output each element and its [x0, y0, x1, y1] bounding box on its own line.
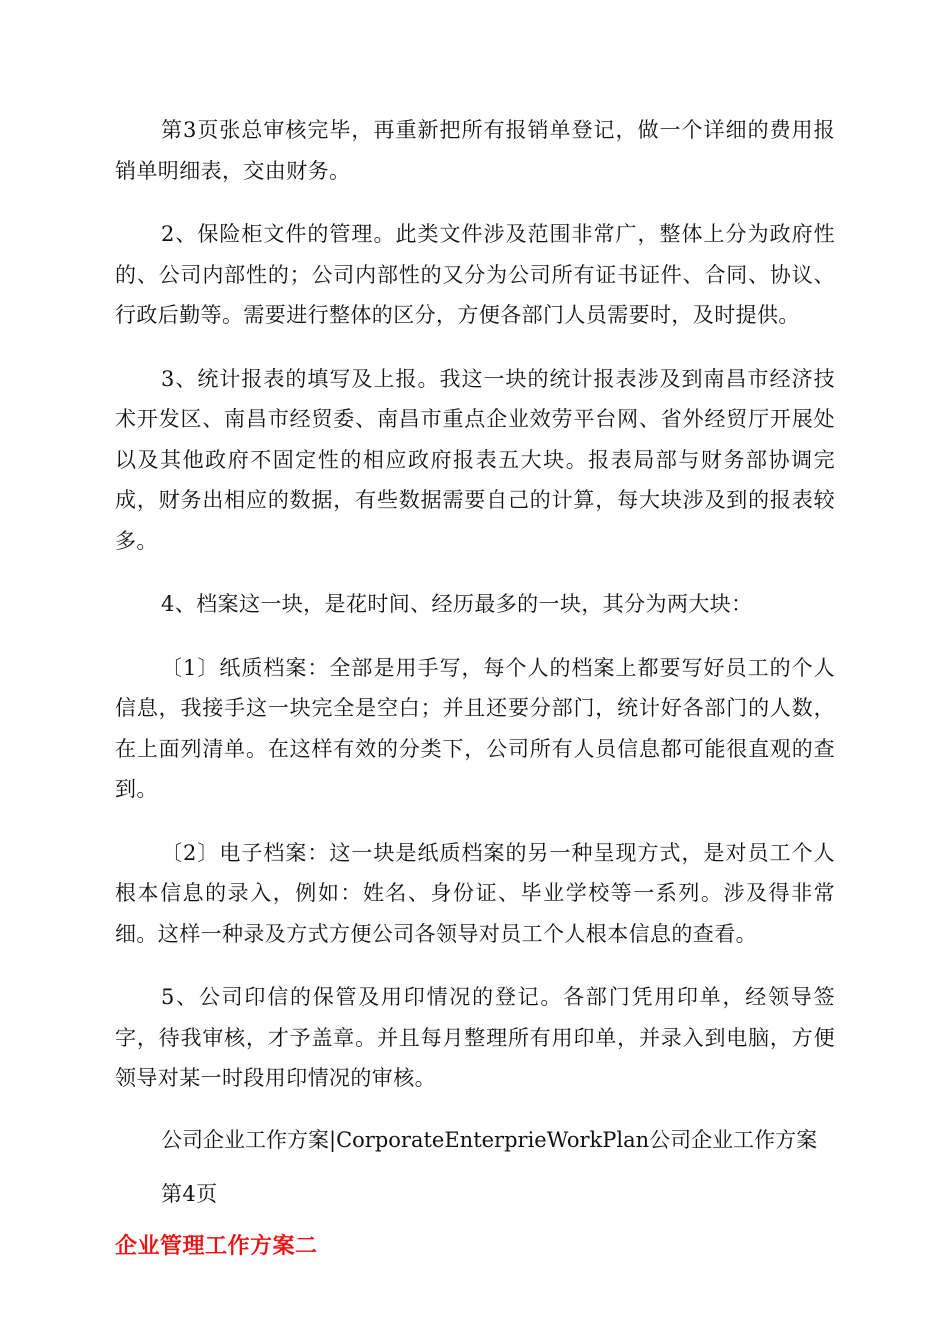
paragraph-safe-files: 2、保险柜文件的管理。此类文件涉及范围非常广，整体上分为政府性的、公司内部性的；公司内部性的又分为公司所有证书证件、合同、协议、行政后勤等。需要进行整体的区分，方便各部门人员需要时，及时提供。: [115, 222, 835, 327]
paragraph-archives-intro: 4、档案这一块，是花时间、经历最多的一块，其分为两大块：: [161, 592, 753, 616]
section-heading: 企业管理工作方案二: [115, 1233, 318, 1259]
page-footer-title: 公司企业工作方案|CorporateEnterprieWorkPlan公司企业工作方案: [161, 1127, 818, 1152]
paragraph-statistical-reports: 3、统计报表的填写及上报。我这一块的统计报表涉及到南昌市经济技术开发区、南昌市经贸委、南昌市重点企业效劳平台网、省外经贸厅开展处以及其他政府不固定性的相应政府报表五大块。报表局部与财务部协调完成，财务出相应的数据，有些数据需要自己的计算，每大块涉及到的报表较多。: [115, 366, 835, 553]
document-body: [115, 110, 835, 1267]
paragraph-expense-summary: 第3页张总审核完毕，再重新把所有报销单登记，做一个详细的费用报销单明细表，交由财务。: [115, 118, 835, 183]
paragraph-seal-management: 5、公司印信的保管及用印情况的登记。各部门凭用印单，经领导签字，待我审核，才予盖章。并且每月整理所有用印单，并录入到电脑，方便领导对某一时段用印情况的审核。: [115, 985, 835, 1090]
page-number: 第4页: [161, 1182, 218, 1206]
paragraph-electronic-archives: 〔2〕电子档案：这一块是纸质档案的另一种呈现方式，是对员工个人根本信息的录入，例如：姓名、身份证、毕业学校等一系列。涉及得非常细。这样一种录及方式方便公司各领导对员工个人根本信息的查看。: [115, 840, 835, 946]
paragraph-paper-archives: 〔1〕纸质档案：全部是用手写，每个人的档案上都要写好员工的个人信息，我接手这一块完全是空白；并且还要分部门，统计好各部门的人数，在上面列清单。在这样有效的分类下，公司所有人员信息都可能很直观的查到。: [115, 655, 835, 801]
